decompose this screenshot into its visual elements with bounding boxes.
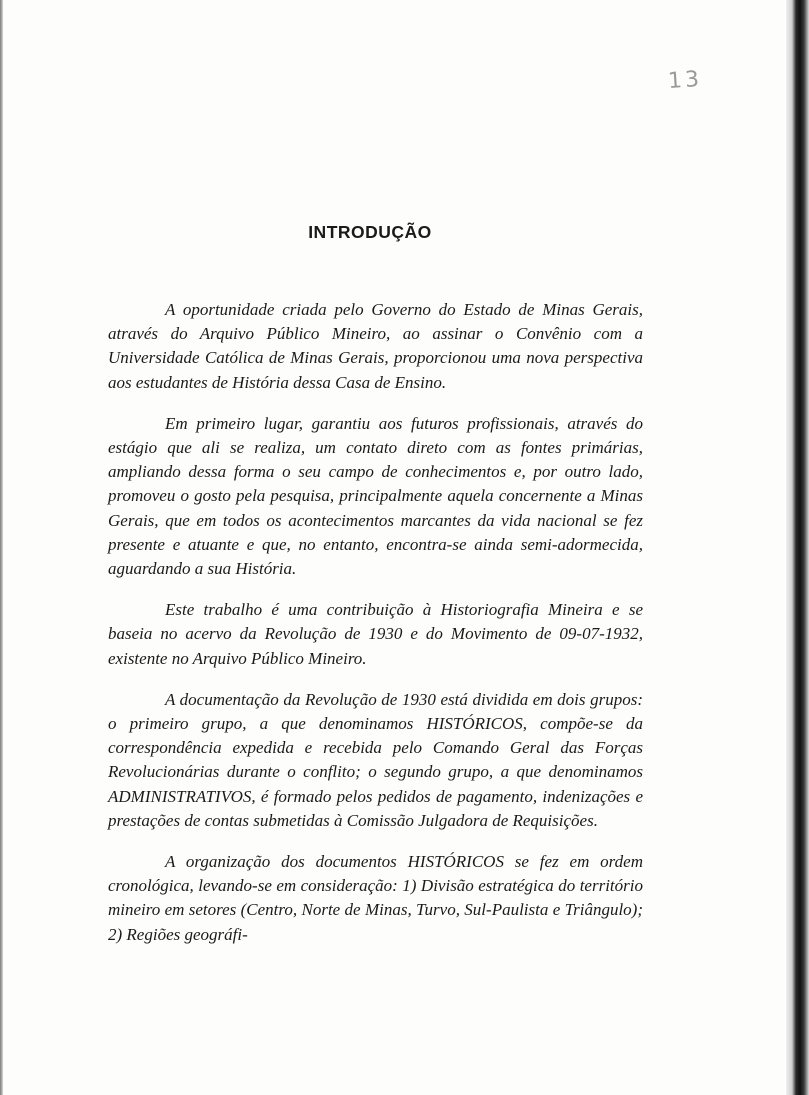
paragraph-3: Este trabalho é uma contribuição à Historiografia Mineira e se baseia no acervo da Revolução de 1930 e do Movimento de 09-07-1932, existente no Arquivo Público Mineiro. [108,600,643,668]
page-number: 13 [667,66,703,95]
section-title: INTRODUÇÃO [308,222,432,242]
book-binding-edge [786,0,809,1095]
page-left-edge [0,0,3,1095]
body-text [108,298,643,964]
paragraph-5: A organização dos documentos HISTÓRICOS se fez em ordem cronológica, levando-se em consideração: 1) Divisão estratégica do território mineiro em setores (Centro, Norte de Minas, Turvo, Sul-Paulista e Triângulo); 2) Regiões geográfi- [108,852,643,944]
paragraph-4: A documentação da Revolução de 1930 está dividida em dois grupos: o primeiro grupo, a que denominamos HISTÓRICOS, compõe-se da correspondência expedida e recebida pelo Comando Geral das Forças Revolucionárias durante o conflito; o segundo grupo, a que denominamos ADMINISTRATIVOS, é formado pelos pedidos de pagamento, indenizações e prestações de contas submetidas à Comissão Julgadora de Requisições. [108,689,643,830]
paragraph-2: Em primeiro lugar, garantiu aos futuros profissionais, através do estágio que ali se realiza, um contato direto com as fontes primárias, ampliando dessa forma o seu campo de conhecimentos e, por outro lado, promoveu o gosto pela pesquisa, principalmente aquela concernente a Minas Gerais, que em todos os acontecimentos marcantes da vida nacional se fez presente e atuante e que, no entanto, encontra-se ainda semi-adormecida, aguardando a sua História. [108,413,643,579]
paragraph-1: A oportunidade criada pelo Governo do Estado de Minas Gerais, através do Arquivo Público Mineiro, ao assinar o Convênio com a Universidade Católica de Minas Gerais, proporcionou uma nova perspectiva aos estudantes de História dessa Casa de Ensino. [108,300,643,392]
